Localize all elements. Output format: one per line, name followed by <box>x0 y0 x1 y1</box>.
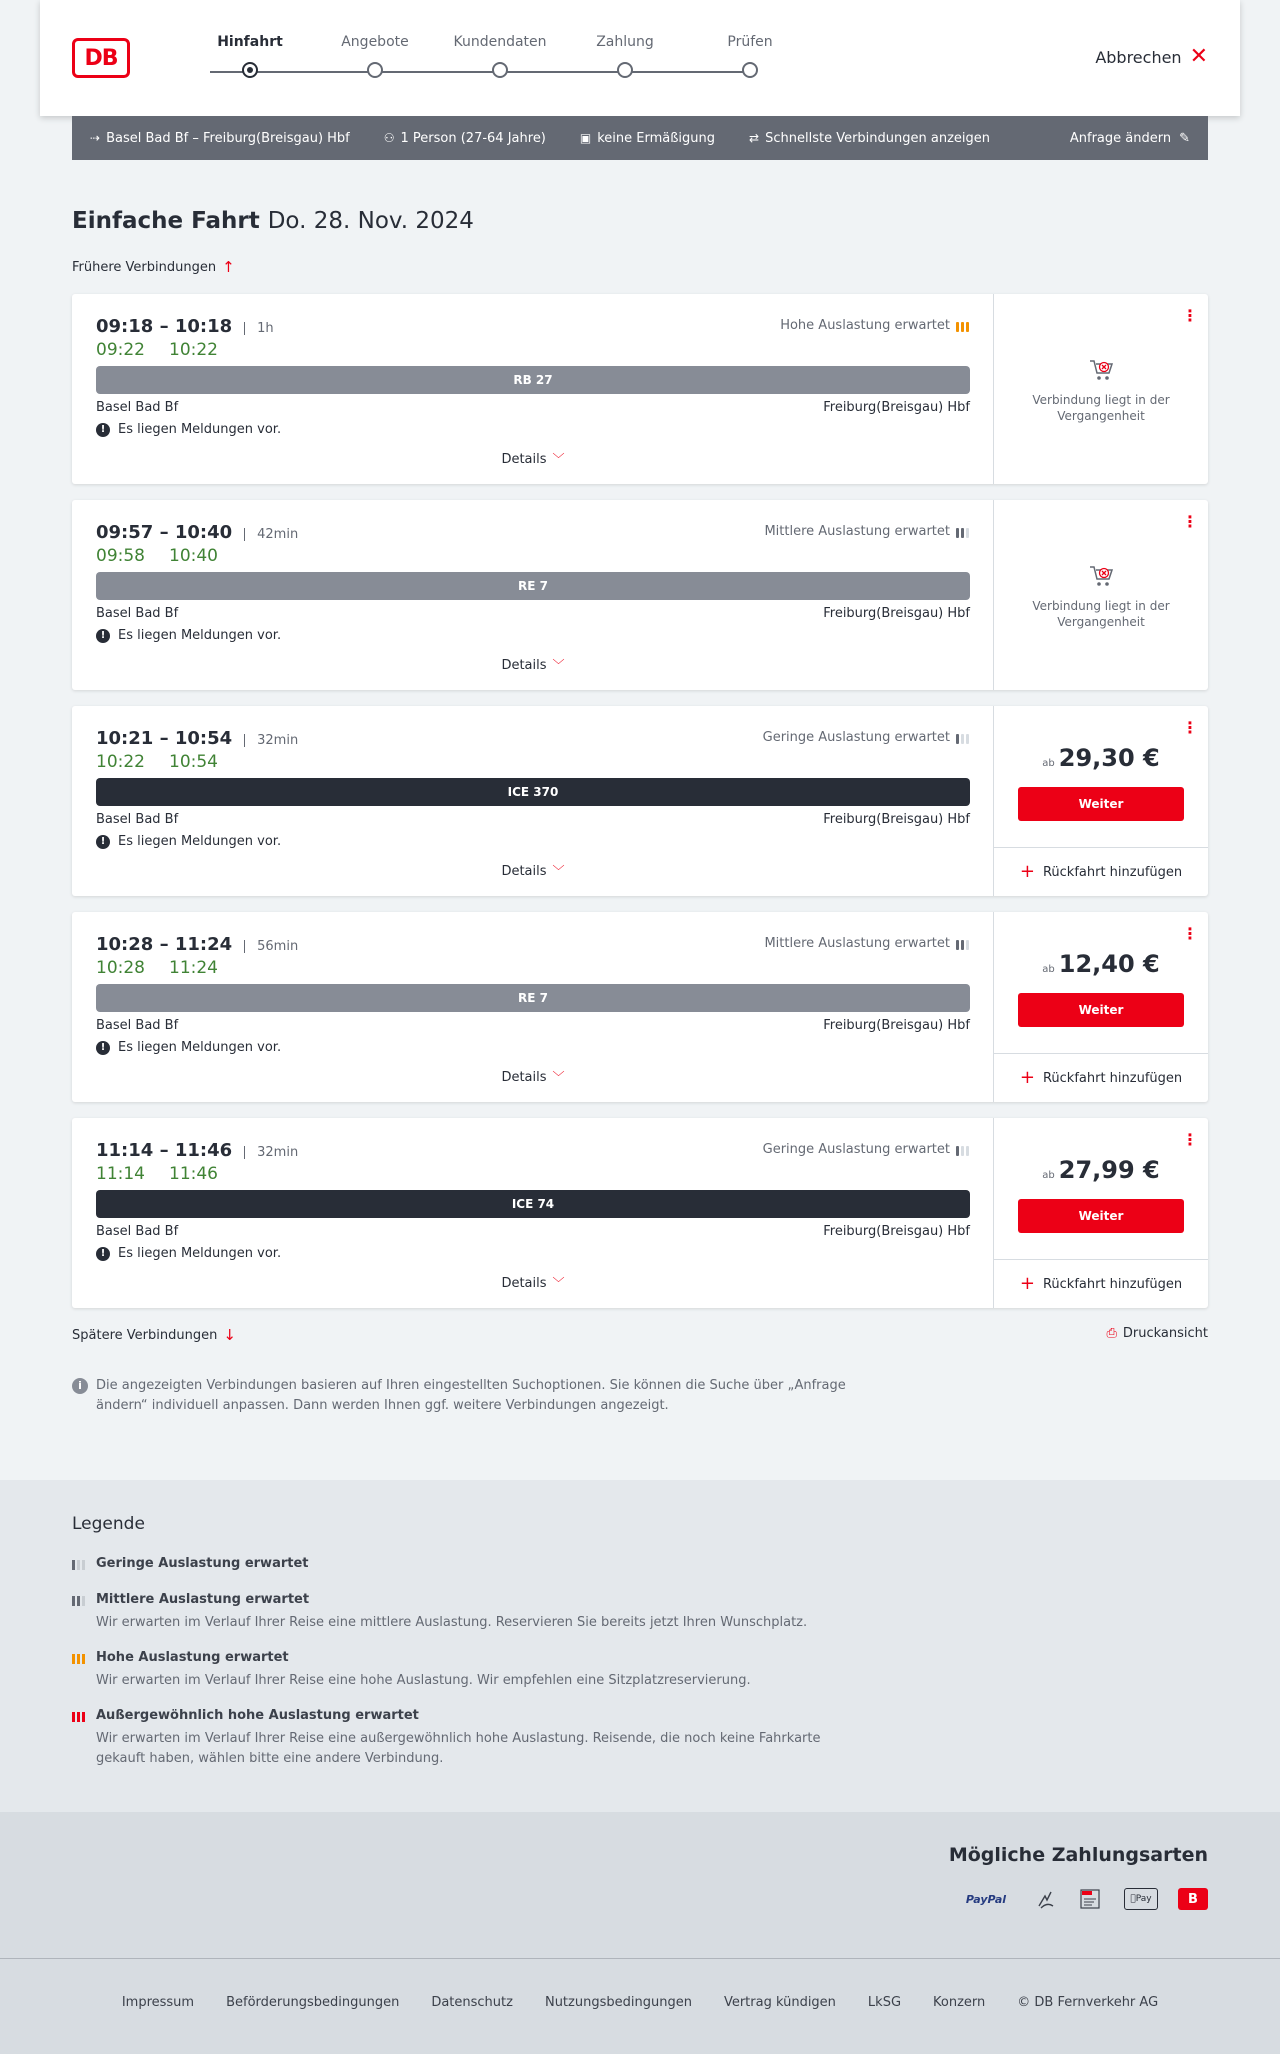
connection-times <box>96 728 298 749</box>
destination-station: Freiburg(Breisgau) Hbf <box>823 1018 970 1033</box>
realtime-arrival: 11:46 <box>169 1164 218 1184</box>
connection-card <box>72 912 1208 1102</box>
past-connection-notice <box>994 562 1208 630</box>
continue-button[interactable]: Weiter <box>1018 1199 1184 1233</box>
realtime-times <box>96 1164 218 1184</box>
arrow-right-icon: ⇢ <box>90 131 101 145</box>
occupancy-bar <box>77 1596 80 1606</box>
duration: 42min <box>244 528 298 541</box>
notice-message <box>96 422 281 437</box>
connection-details <box>72 294 994 484</box>
hand-signature-icon <box>1034 1888 1058 1910</box>
offer-panel <box>994 500 1208 690</box>
occupancy-bar <box>966 528 969 538</box>
cancel-label: Abbrechen <box>1095 47 1182 67</box>
legend-item-description: Wir erwarten im Verlauf Ihrer Reise eine hohe Auslastung. Wir empfehlen eine Sitzplatzreservierung. <box>96 1673 751 1688</box>
stations <box>96 1224 970 1239</box>
step-label: Kundendaten <box>453 34 547 50</box>
train-segment-bar[interactable]: RE 7 <box>96 984 970 1012</box>
destination-station: Freiburg(Breisgau) Hbf <box>823 1224 970 1239</box>
offer-panel <box>994 912 1208 1102</box>
alert-icon: ! <box>96 423 110 437</box>
db-bonus-icon: B <box>1178 1888 1208 1910</box>
info-icon: i <box>72 1378 88 1394</box>
legend-item-title: Mittlere Auslastung erwartet <box>96 1592 310 1607</box>
duration: 56min <box>244 940 298 953</box>
chevron-down-icon: ﹀ <box>552 452 565 466</box>
occupancy-indicator <box>763 730 969 745</box>
cart-unavailable-icon <box>1087 562 1115 590</box>
footer-link-vertrag-kuendigen[interactable]: Vertrag kündigen <box>723 1995 836 2010</box>
step-dot <box>367 62 383 78</box>
occupancy-indicator <box>764 524 969 539</box>
occupancy-bar <box>82 1560 85 1570</box>
occupancy-bar <box>961 734 964 744</box>
print-label: Druckansicht <box>1122 1326 1208 1341</box>
occupancy-bar <box>82 1654 85 1664</box>
connection-card <box>72 500 1208 690</box>
scheduled-times: 10:28 – 11:24 <box>96 934 233 955</box>
occupancy-bar <box>956 940 959 950</box>
notice-message <box>96 1246 281 1261</box>
price-value: 12,40 € <box>1058 950 1160 978</box>
sepa-icon <box>1078 1888 1104 1910</box>
connection-times <box>96 522 298 543</box>
stations <box>96 812 970 827</box>
step-kundendaten <box>445 34 555 50</box>
apple-pay-icon <box>1124 1888 1158 1910</box>
alert-icon: ! <box>96 1041 110 1055</box>
occupancy-bar <box>72 1712 75 1722</box>
occupancy-bar <box>77 1712 80 1722</box>
db-logo[interactable]: DB <box>72 38 130 78</box>
price-prefix: ab <box>1042 758 1055 769</box>
occupancy-bar <box>77 1654 80 1664</box>
occupancy-text: Mittlere Auslastung erwartet <box>764 936 950 951</box>
train-segment-bar[interactable]: RE 7 <box>96 572 970 600</box>
destination-station: Freiburg(Breisgau) Hbf <box>823 606 970 621</box>
price <box>994 1156 1208 1184</box>
add-return-trip-button[interactable] <box>994 1053 1208 1102</box>
discount-text: keine Ermäßigung <box>597 130 716 146</box>
occupancy-indicator <box>780 318 969 333</box>
occupancy-text: Hohe Auslastung erwartet <box>780 318 950 333</box>
occupancy-icon <box>956 732 969 744</box>
plus-icon: + <box>1019 861 1035 882</box>
search-summary-bar <box>72 116 1208 160</box>
change-request-label: Anfrage ändern <box>1069 130 1172 146</box>
cart-unavailable-icon <box>1087 356 1115 384</box>
plus-icon: + <box>1019 1273 1035 1294</box>
occupancy-bar <box>966 1146 969 1156</box>
connection-times <box>96 934 298 955</box>
legend-item-ext <box>72 1708 872 1769</box>
occupancy-bar <box>72 1596 75 1606</box>
step-label: Prüfen <box>727 34 773 50</box>
plus-icon: + <box>1019 1067 1035 1088</box>
legend-item-description: Wir erwarten im Verlauf Ihrer Reise eine mittlere Auslastung. Reservieren Sie bereits jetzt Ihren Wunschplatz. <box>96 1615 808 1630</box>
progress-steps <box>180 34 780 84</box>
scheduled-times: 09:18 – 10:18 <box>96 316 233 337</box>
details-toggle[interactable] <box>72 862 994 879</box>
occupancy-bar <box>966 322 969 332</box>
step-pruefen <box>695 34 805 50</box>
stations <box>96 1018 970 1033</box>
legend-item-title: Hohe Auslastung erwartet <box>96 1650 289 1665</box>
info-text: Die angezeigten Verbindungen basieren auf Ihren eingestellten Suchoptionen. Sie können die Suche über „Anfrage ändern“ individuell anpassen. Dann werden Ihnen ggf. weitere Verbindungen angezeigt. <box>96 1378 846 1413</box>
details-label: Details <box>501 864 547 879</box>
details-label: Details <box>501 452 547 467</box>
connection-details <box>72 706 994 896</box>
realtime-departure: 09:58 <box>96 546 145 566</box>
price-value: 27,99 € <box>1058 1156 1160 1184</box>
more-options-icon[interactable]: ⋮ <box>1182 512 1198 531</box>
step-dot <box>492 62 508 78</box>
connection-details <box>72 1118 994 1308</box>
route-text: Basel Bad Bf – Freiburg(Breisgau) Hbf <box>106 130 350 146</box>
realtime-arrival: 10:54 <box>169 752 218 772</box>
passenger-text: 1 Person (27-64 Jahre) <box>400 130 546 146</box>
return-label: Rückfahrt hinzufügen <box>1042 1276 1183 1292</box>
origin-station: Basel Bad Bf <box>96 606 179 621</box>
connection-times <box>96 1140 298 1161</box>
notice-text: Es liegen Meldungen vor. <box>118 834 282 849</box>
occupancy-bar <box>961 322 964 332</box>
legend-item-title: Außergewöhnlich hohe Auslastung erwartet <box>96 1708 419 1723</box>
step-label: Hinfahrt <box>217 34 283 50</box>
destination-station: Freiburg(Breisgau) Hbf <box>823 400 970 415</box>
close-icon: ✕ <box>1189 44 1208 69</box>
realtime-departure: 09:22 <box>96 340 145 360</box>
realtime-times <box>96 752 218 772</box>
notice-text: Es liegen Meldungen vor. <box>118 1040 282 1055</box>
pencil-icon: ✎ <box>1179 130 1190 146</box>
occupancy-bar <box>72 1654 75 1664</box>
trip-date: Do. 28. Nov. 2024 <box>267 208 474 234</box>
step-label: Angebote <box>341 34 409 50</box>
connection-details <box>72 500 994 690</box>
apple-pay-label: Pay <box>1133 1894 1149 1904</box>
notice-message <box>96 1040 281 1055</box>
realtime-departure: 11:14 <box>96 1164 145 1184</box>
details-toggle[interactable] <box>72 1274 994 1291</box>
search-info-note <box>72 1376 852 1416</box>
origin-station: Basel Bad Bf <box>96 1224 179 1239</box>
alert-icon: ! <box>96 835 110 849</box>
duration: 32min <box>244 1146 298 1159</box>
occupancy-icon <box>956 938 969 950</box>
connection-card <box>72 294 1208 484</box>
price <box>994 950 1208 978</box>
fastest-connections-option[interactable] <box>749 131 990 146</box>
step-hinfahrt <box>195 34 305 50</box>
connection-times <box>96 316 274 337</box>
earlier-label: Frühere Verbindungen <box>72 259 217 275</box>
realtime-departure: 10:22 <box>96 752 145 772</box>
price-value: 29,30 € <box>1058 744 1160 772</box>
payment-icons <box>958 1888 1208 1910</box>
occupancy-indicator <box>763 1142 969 1157</box>
passenger-summary <box>384 131 546 146</box>
notice-message <box>96 628 281 643</box>
occupancy-bar <box>956 528 959 538</box>
realtime-times <box>96 340 218 360</box>
footer-link-lksg[interactable]: LkSG <box>867 1995 902 2010</box>
more-options-icon[interactable]: ⋮ <box>1182 924 1198 943</box>
continue-button[interactable]: Weiter <box>1018 993 1184 1027</box>
occupancy-icon <box>956 320 969 332</box>
occupancy-bar <box>956 734 959 744</box>
occupancy-icon <box>956 1144 969 1156</box>
occupancy-bar <box>961 1146 964 1156</box>
connection-card <box>72 1118 1208 1308</box>
notice-text: Es liegen Meldungen vor. <box>118 1246 282 1261</box>
duration: 1h <box>244 322 274 335</box>
page-title <box>72 208 474 234</box>
occupancy-text: Geringe Auslastung erwartet <box>762 730 950 745</box>
filter-icon: ⇄ <box>749 131 760 145</box>
more-options-icon[interactable]: ⋮ <box>1182 718 1198 737</box>
destination-station: Freiburg(Breisgau) Hbf <box>823 812 970 827</box>
continue-button[interactable]: Weiter <box>1018 787 1184 821</box>
train-segment-bar[interactable]: ICE 74 <box>96 1190 970 1218</box>
earlier-connections-link[interactable] <box>72 258 235 276</box>
connection-card <box>72 706 1208 896</box>
paypal-icon: PayPal <box>965 1892 1007 1906</box>
legend-item-low <box>72 1556 872 1577</box>
occupancy-text: Mittlere Auslastung erwartet <box>764 524 950 539</box>
footer-link-datenschutz[interactable]: Datenschutz <box>431 1995 513 2010</box>
fastest-text: Schnellste Verbindungen anzeigen <box>765 130 991 146</box>
return-label: Rückfahrt hinzufügen <box>1042 1070 1183 1086</box>
print-view-link[interactable] <box>1106 1326 1208 1341</box>
scheduled-times: 11:14 – 11:46 <box>96 1140 233 1161</box>
realtime-departure: 10:28 <box>96 958 145 978</box>
details-toggle[interactable] <box>72 1068 994 1085</box>
more-options-icon[interactable]: ⋮ <box>1182 1130 1198 1149</box>
offer-panel <box>994 1118 1208 1308</box>
step-dot-active <box>242 62 258 78</box>
trip-type: Einfache Fahrt <box>72 208 260 234</box>
realtime-arrival: 11:24 <box>169 958 218 978</box>
occupancy-bar <box>961 940 964 950</box>
past-text: Verbindung liegt in der Vergangenheit <box>1032 599 1170 629</box>
price-prefix: ab <box>1042 1170 1055 1181</box>
occupancy-text: Geringe Auslastung erwartet <box>762 1142 950 1157</box>
legend-section <box>0 1480 1280 1812</box>
occupancy-low-icon <box>72 1558 88 1570</box>
price-prefix: ab <box>1042 964 1055 975</box>
footer-links <box>0 1995 1280 2010</box>
price <box>994 744 1208 772</box>
chevron-down-icon: ﹀ <box>552 864 565 878</box>
discount-summary <box>580 131 715 146</box>
realtime-times <box>96 958 218 978</box>
occupancy-bar <box>82 1712 85 1722</box>
person-icon: ⚇ <box>383 131 395 145</box>
details-label: Details <box>501 658 547 673</box>
offer-panel <box>994 294 1208 484</box>
occupancy-mid-icon <box>72 1594 88 1606</box>
details-label: Details <box>501 1276 547 1291</box>
realtime-arrival: 10:40 <box>169 546 218 566</box>
more-options-icon[interactable]: ⋮ <box>1182 306 1198 325</box>
footer-link-impressum[interactable]: Impressum <box>121 1995 195 2010</box>
alert-icon: ! <box>96 1247 110 1261</box>
details-label: Details <box>501 1070 547 1085</box>
step-zahlung <box>570 34 680 50</box>
step-dot <box>742 62 758 78</box>
offer-panel <box>994 706 1208 896</box>
footer <box>0 1958 1280 2054</box>
scheduled-times: 10:21 – 10:54 <box>96 728 233 749</box>
change-request-button[interactable] <box>1070 131 1190 146</box>
legend-item-description: Wir erwarten im Verlauf Ihrer Reise eine außergewöhnlich hohe Auslastung. Reisende, die noch keine Fahrkarte gekauft haben, wählen bitte eine andere Verbindung. <box>96 1731 821 1766</box>
connection-details <box>72 912 994 1102</box>
legend-title: Legende <box>72 1514 145 1534</box>
occupancy-bar <box>77 1560 80 1570</box>
details-toggle[interactable] <box>72 656 994 673</box>
occupancy-bar <box>966 940 969 950</box>
realtime-times <box>96 546 218 566</box>
occupancy-bar <box>956 1146 959 1156</box>
notice-message <box>96 834 281 849</box>
occupancy-indicator <box>764 936 969 951</box>
cancel-button[interactable] <box>1095 46 1208 68</box>
legend-item-high <box>72 1650 872 1691</box>
add-return-trip-button[interactable] <box>994 1259 1208 1308</box>
later-label: Spätere Verbindungen <box>72 1327 218 1343</box>
bahncard-icon: ▣ <box>579 131 592 145</box>
past-text: Verbindung liegt in der Vergangenheit <box>1032 393 1170 423</box>
notice-text: Es liegen Meldungen vor. <box>118 422 282 437</box>
occupancy-icon <box>956 526 969 538</box>
occupancy-high-icon <box>72 1652 88 1664</box>
train-segment-bar[interactable]: ICE 370 <box>96 778 970 806</box>
occupancy-bar <box>956 322 959 332</box>
legend-item-title: Geringe Auslastung erwartet <box>96 1556 309 1571</box>
payment-title: Mögliche Zahlungsarten <box>948 1844 1208 1866</box>
chevron-down-icon: ﹀ <box>552 1070 565 1084</box>
arrow-down-icon: ↓ <box>223 1326 236 1344</box>
past-connection-notice <box>994 356 1208 424</box>
duration: 32min <box>244 734 298 747</box>
printer-icon: ⎙ <box>1106 1326 1117 1341</box>
step-dot <box>617 62 633 78</box>
occupancy-bar <box>82 1596 85 1606</box>
add-return-trip-button[interactable] <box>994 847 1208 896</box>
occupancy-bar <box>961 528 964 538</box>
footer-link-konzern[interactable]: Konzern <box>933 1995 986 2010</box>
progress-line <box>210 71 750 73</box>
occupancy-bar <box>966 734 969 744</box>
footer-link-nutzungsbedingungen[interactable]: Nutzungsbedingungen <box>544 1995 692 2010</box>
details-toggle[interactable] <box>72 450 994 467</box>
realtime-arrival: 10:22 <box>169 340 218 360</box>
scheduled-times: 09:57 – 10:40 <box>96 522 233 543</box>
chevron-down-icon: ﹀ <box>552 658 565 672</box>
step-label: Zahlung <box>596 34 654 50</box>
footer-copyright: © DB Fernverkehr AG <box>1017 1995 1159 2010</box>
origin-station: Basel Bad Bf <box>96 812 179 827</box>
legend-item-mid <box>72 1592 872 1633</box>
later-connections-link[interactable] <box>72 1326 236 1344</box>
alert-icon: ! <box>96 629 110 643</box>
arrow-up-icon: ↑ <box>222 258 235 276</box>
payment-methods-section <box>0 1812 1280 1958</box>
stations <box>96 606 970 621</box>
route-summary <box>90 131 350 146</box>
train-segment-bar[interactable]: RB 27 <box>96 366 970 394</box>
header <box>40 0 1240 116</box>
chevron-down-icon: ﹀ <box>552 1276 565 1290</box>
occupancy-bar <box>72 1560 75 1570</box>
step-angebote <box>320 34 430 50</box>
footer-link-befoerderungsbedingungen[interactable]: Beförderungsbedingungen <box>226 1995 400 2010</box>
origin-station: Basel Bad Bf <box>96 1018 179 1033</box>
notice-text: Es liegen Meldungen vor. <box>118 628 282 643</box>
origin-station: Basel Bad Bf <box>96 400 179 415</box>
occupancy-ext-icon <box>72 1710 88 1722</box>
stations <box>96 400 970 415</box>
return-label: Rückfahrt hinzufügen <box>1042 864 1183 880</box>
